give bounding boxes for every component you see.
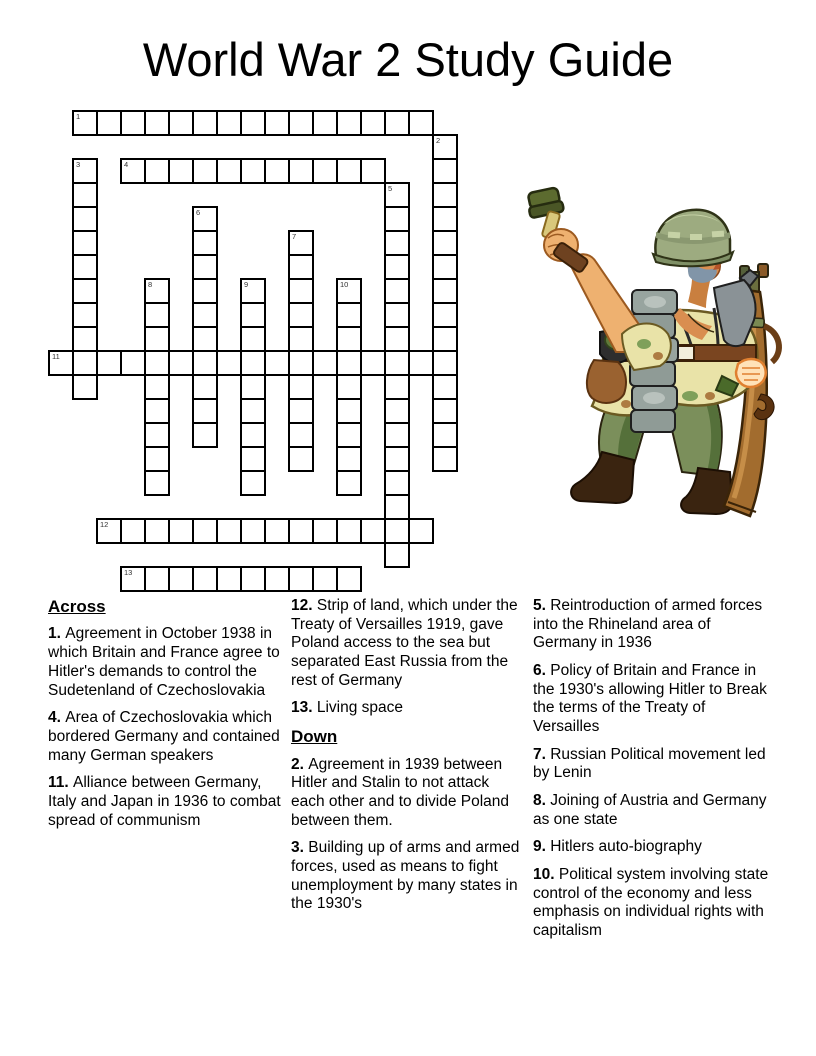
clue-10: 10. Political system involving state control of the economy and less emphasis on individual rights with capitalism: [533, 866, 769, 940]
grid-cell: [240, 446, 266, 472]
grid-cell: [240, 518, 266, 544]
clues-column-1: [48, 597, 282, 839]
grid-cell: [192, 566, 218, 592]
grid-cell: [72, 302, 98, 328]
clue-number-label: 3.: [291, 839, 309, 857]
grid-cell: [432, 446, 458, 472]
grid-cell: [384, 350, 410, 376]
grid-cell: [312, 158, 338, 184]
grid-cell: [432, 326, 458, 352]
grid-cell: [288, 350, 314, 376]
clue-number: 5: [388, 184, 393, 193]
grid-cell: [288, 518, 314, 544]
grid-cell: [144, 278, 170, 304]
grid-cell: [192, 326, 218, 352]
clue-12: 12. Strip of land, which under the Treaty of Versailles 1919, gave Poland access to the sea but separated East Russia from the rest of Germany: [291, 597, 518, 689]
clue-9: 9. Hitlers auto-biography: [533, 838, 702, 856]
grid-cell: [216, 566, 242, 592]
grid-cell: [384, 398, 410, 424]
page-title: World War 2 Study Guide: [142, 33, 674, 86]
grid-cell: [312, 566, 338, 592]
grid-cell: [432, 206, 458, 232]
grid-cell: [120, 110, 146, 136]
clue-number-label: 2.: [291, 755, 309, 773]
grid-cell: [72, 374, 98, 400]
clue-number-label: 7.: [533, 745, 551, 763]
grid-cell: [72, 350, 98, 376]
clue-7: 7. Russian Political movement led by Lenin: [533, 745, 766, 782]
clues-header-across: Across: [48, 597, 106, 616]
grid-cell: [240, 374, 266, 400]
clue-4: 4. Area of Czechoslovakia which bordered Germany and contained many German speakers: [48, 709, 280, 764]
grid-cell: [144, 374, 170, 400]
grid-cell: [192, 206, 218, 232]
grid-cell: [312, 518, 338, 544]
grid-cell: [288, 254, 314, 280]
grid-cell: [240, 350, 266, 376]
clue-number-label: 9.: [533, 838, 551, 856]
grid-cell: [168, 350, 194, 376]
clue-number-label: 13.: [291, 699, 317, 717]
grid-cell: [288, 446, 314, 472]
left-boot: [571, 452, 634, 503]
grid-cell: [432, 254, 458, 280]
grid-cell: [384, 422, 410, 448]
grid-cell: [192, 110, 218, 136]
grid-cell: [384, 326, 410, 352]
grid-cell: [144, 446, 170, 472]
grid-cell: [168, 566, 194, 592]
grid-cell: [216, 158, 242, 184]
grid-cell: [384, 542, 410, 568]
grid-cell: [336, 278, 362, 304]
grid-cell: [432, 182, 458, 208]
grid-cell: [216, 518, 242, 544]
grid-cell: [288, 158, 314, 184]
grid-cell: [360, 110, 386, 136]
grid-cell: [384, 206, 410, 232]
grid-cell: [96, 518, 122, 544]
grid-cell: [264, 566, 290, 592]
grid-cell: [168, 518, 194, 544]
grid-cell: [72, 158, 98, 184]
grid-cell: [360, 158, 386, 184]
grid-cell: [144, 398, 170, 424]
clue-number: 11: [52, 352, 60, 361]
clue-number: 8: [148, 280, 153, 289]
grid-cell: [72, 206, 98, 232]
grid-cell: [192, 350, 218, 376]
grid-cell: [336, 422, 362, 448]
grid-cell: [240, 470, 266, 496]
grid-cell: [336, 326, 362, 352]
grid-cell: [384, 230, 410, 256]
grid-cell: [288, 278, 314, 304]
grid-cell: [144, 350, 170, 376]
grid-cell: [264, 110, 290, 136]
grid-cell: [384, 470, 410, 496]
clue-number: 2: [436, 136, 441, 145]
grid-cell: [144, 302, 170, 328]
grid-cell: [384, 110, 410, 136]
grid-cell: [144, 422, 170, 448]
grid-cell: [336, 566, 362, 592]
grid-cell: [288, 302, 314, 328]
grid-cell: [384, 182, 410, 208]
grid-cell: [336, 158, 362, 184]
grid-cell: [240, 398, 266, 424]
grid-cell: [288, 422, 314, 448]
grid-cell: [384, 374, 410, 400]
grid-cell: [408, 518, 434, 544]
grid-cell: [240, 158, 266, 184]
grid-cell: [72, 182, 98, 208]
clue-6: 6. Policy of Britain and France in the 1930's allowing Hitler to Break the terms of the Treaty of Versailles: [533, 662, 767, 736]
grid-cell: [432, 278, 458, 304]
grid-cell: [432, 350, 458, 376]
clue-number: 4: [124, 160, 129, 169]
grid-cell: [192, 254, 218, 280]
grid-cell: [192, 374, 218, 400]
grid-cell: [336, 302, 362, 328]
grid-cell: [432, 230, 458, 256]
grid-cell: [312, 110, 338, 136]
clue-number: 9: [244, 280, 249, 289]
grid-cell: [336, 446, 362, 472]
clue-number: 10: [340, 280, 349, 289]
clue-5: 5. Reintroduction of armed forces into the Rhineland area of Germany in 1936: [533, 597, 763, 652]
clue-number-label: 10.: [533, 866, 559, 884]
grid-cell: [288, 566, 314, 592]
grid-cell: [144, 566, 170, 592]
grid-cell: [360, 350, 386, 376]
grid-cell: [384, 302, 410, 328]
grid-cell: [432, 302, 458, 328]
grid-cell: [264, 350, 290, 376]
clue-number-label: 12.: [291, 597, 317, 614]
clue-3: 3. Building up of arms and armed forces, used as means to fight unemployment by many states in the 1930's: [291, 839, 520, 913]
grid-cell: [120, 158, 146, 184]
grid-cell: [72, 326, 98, 352]
grid-cell: [432, 422, 458, 448]
grid-cell: [408, 350, 434, 376]
grid-cell: [168, 158, 194, 184]
grid-cell: [432, 398, 458, 424]
soldier-arm-grenade: [526, 187, 671, 370]
grid-cell: [384, 278, 410, 304]
grid-cell: [288, 326, 314, 352]
clue-13: 13. Living space: [291, 699, 404, 717]
hip-pouch: [587, 360, 626, 403]
grid-cell: [336, 374, 362, 400]
grid-cell: [192, 518, 218, 544]
clue-8: 8. Joining of Austria and Germany as one state: [533, 792, 767, 828]
clue-number-label: 6.: [533, 662, 551, 680]
grid-cell: [432, 158, 458, 184]
clue-11: 11. Alliance between Germany, Italy and Japan in 1936 to combat spread of communism: [48, 774, 281, 829]
grid-cell: [336, 110, 362, 136]
grid-cell: [192, 158, 218, 184]
clue-number: 3: [76, 160, 81, 169]
grid-cell: [384, 254, 410, 280]
grid-cell: [240, 566, 266, 592]
grid-cell: [144, 110, 170, 136]
grid-cell: [240, 110, 266, 136]
grid-cell: [432, 374, 458, 400]
grid-cell: [144, 158, 170, 184]
grid-cell: [240, 302, 266, 328]
grid-cell: [120, 350, 146, 376]
grid-cell: [288, 374, 314, 400]
clues-column-2: [291, 597, 527, 923]
grid-cell: [120, 566, 146, 592]
clue-number-label: 1.: [48, 625, 66, 643]
grid-cell: [192, 278, 218, 304]
grid-cell: [192, 302, 218, 328]
grid-cell: [96, 110, 122, 136]
grid-cell: [384, 518, 410, 544]
clues-column-3: [533, 597, 775, 950]
grid-cell: [336, 470, 362, 496]
clue-number-label: 8.: [533, 792, 551, 810]
grid-cell: [48, 350, 74, 376]
grid-cell: [96, 350, 122, 376]
grid-cell: [72, 254, 98, 280]
grid-cell: [240, 326, 266, 352]
grid-cell: [288, 230, 314, 256]
grid-cell: [168, 110, 194, 136]
grid-cell: [216, 350, 242, 376]
grid-cell: [336, 350, 362, 376]
grid-cell: [120, 518, 146, 544]
grid-cell: [144, 326, 170, 352]
grid-cell: [360, 518, 386, 544]
soldier-illustration: [518, 168, 790, 518]
grid-cell: [72, 230, 98, 256]
grid-cell: [312, 350, 338, 376]
grid-cell: [336, 398, 362, 424]
grid-cell: [144, 518, 170, 544]
clue-number-label: 4.: [48, 709, 66, 727]
clue-number: 6: [196, 208, 201, 217]
clue-number-label: 11.: [48, 774, 73, 792]
clue-2: 2. Agreement in 1939 between Hitler and Stalin to not attack each other and to divide Poland between them.: [291, 755, 510, 829]
clue-number: 7: [292, 232, 297, 241]
clue-number: 13: [124, 568, 133, 577]
clues-header-down: Down: [291, 727, 338, 747]
grid-cell: [192, 422, 218, 448]
grid-cell: [408, 110, 434, 136]
grid-cell: [264, 158, 290, 184]
clue-1: 1. Agreement in October 1938 in which Britain and France agree to Hitler's demands to control the Sudetenland of Czechoslovakia: [48, 625, 280, 699]
grid-cell: [384, 494, 410, 520]
grid-cell: [216, 110, 242, 136]
grid-cell: [72, 110, 98, 136]
grid-cell: [288, 398, 314, 424]
grid-cell: [144, 470, 170, 496]
clue-number: 1: [76, 112, 81, 121]
grid-cell: [264, 518, 290, 544]
grid-cell: [240, 422, 266, 448]
grid-cell: [336, 518, 362, 544]
clue-number: 12: [100, 520, 109, 529]
grid-cell: [288, 110, 314, 136]
grid-cell: [240, 278, 266, 304]
grid-cell: [192, 398, 218, 424]
clue-number-label: 5.: [533, 597, 551, 614]
grid-cell: [72, 278, 98, 304]
grid-cell: [384, 446, 410, 472]
grid-cell: [432, 134, 458, 160]
grid-cell: [192, 230, 218, 256]
